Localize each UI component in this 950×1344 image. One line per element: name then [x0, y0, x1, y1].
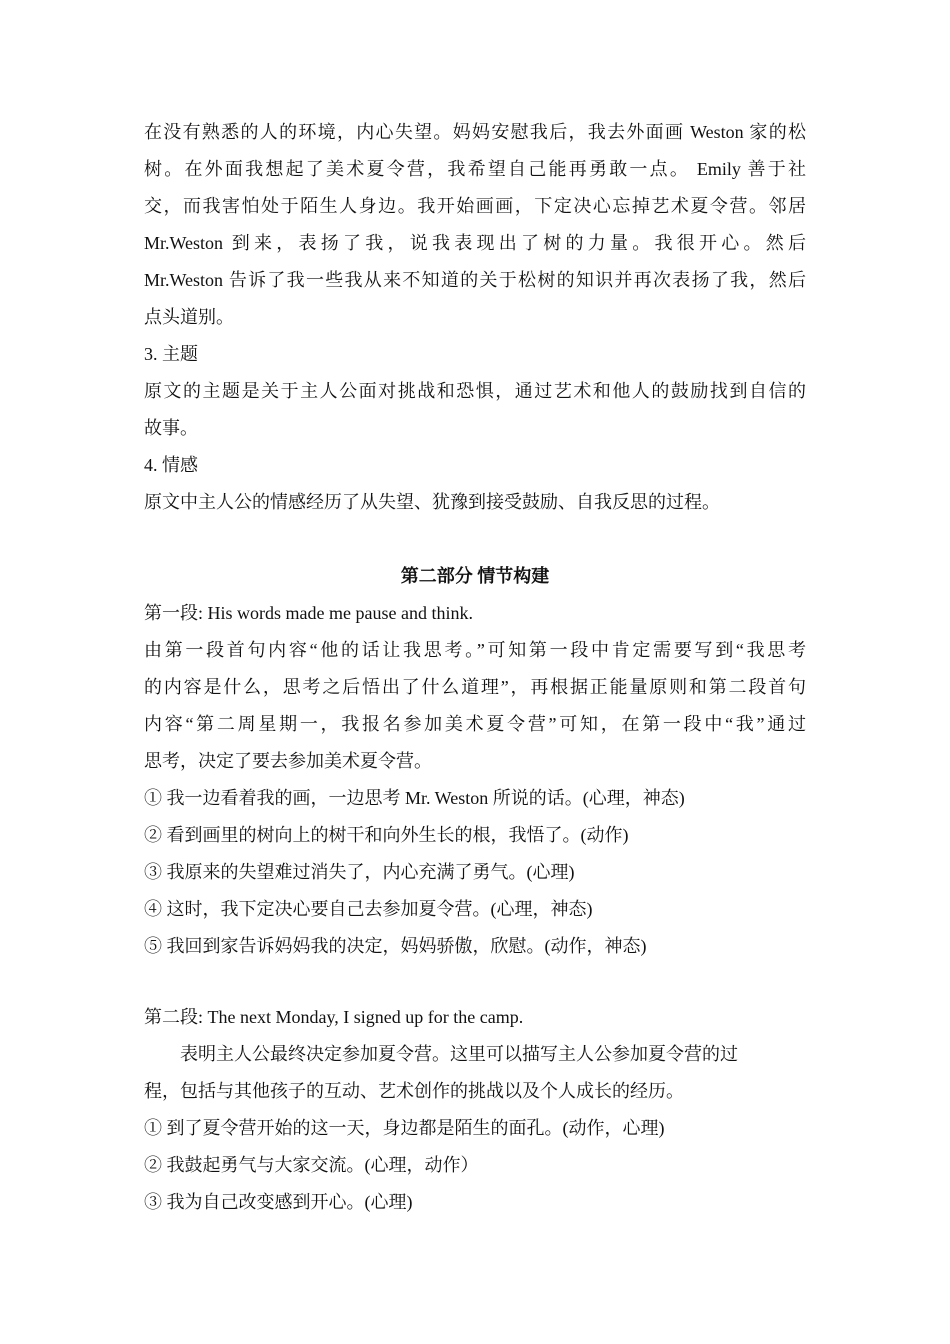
spacer: [144, 521, 806, 558]
summary-line: 交，而我害怕处于陌生人身边。我开始画画，下定决心忘掉艺术夏令营。邻居: [144, 196, 806, 216]
paragraph2-item: ③ 我为自己改变感到开心。(心理): [144, 1192, 413, 1212]
summary-line: 点头道别。: [144, 307, 234, 327]
part2-title: 第二部分 情节构建: [400, 566, 550, 586]
paragraph2-section: [144, 999, 806, 1221]
paragraph1-explain-line: 的内容是什么，思考之后悟出了什么道理”，再根据正能量原则和第二段首句: [144, 677, 806, 697]
paragraph2-item: ① 到了夏令营开始的这一天，身边都是陌生的面孔。(动作，心理): [144, 1118, 665, 1138]
paragraph1-explain-line: 内容“第二周星期一，我报名参加美术夏令营”可知，在第一段中“我”通过: [144, 714, 806, 734]
paragraph1-item: ① 我一边看着我的画，一边思考 Mr. Weston 所说的话。(心理，神态): [144, 788, 685, 808]
paragraph1-item: ④ 这时，我下定决心要自己去参加夏令营。(心理，神态): [144, 899, 593, 919]
paragraph1-item: ② 看到画里的树向上的树干和向外生长的根，我悟了。(动作): [144, 825, 629, 845]
theme-line: 原文的主题是关于主人公面对挑战和恐惧，通过艺术和他人的鼓励找到自信的: [144, 381, 806, 401]
paragraph2-explain-line: 表明主人公最终决定参加夏令营。这里可以描写主人公参加夏令营的过: [180, 1044, 738, 1064]
emotion-text: 原文中主人公的情感经历了从失望、犹豫到接受鼓励、自我反思的过程。: [144, 492, 720, 512]
paragraph2-heading: 第二段: The next Monday, I signed up for the camp.: [144, 1007, 524, 1027]
paragraph1-item: ⑤ 我回到家告诉妈妈我的决定，妈妈骄傲，欣慰。(动作，神态): [144, 936, 647, 956]
emotion-heading: 4. 情感: [144, 455, 198, 475]
summary-line: 在没有熟悉的人的环境，内心失望。妈妈安慰我后，我去外面画 Weston 家的松: [144, 122, 806, 142]
paragraph1-heading: 第一段: His words made me pause and think.: [144, 603, 473, 623]
theme-line: 故事。: [144, 418, 198, 438]
summary-line: Mr.Weston 到来，表扬了我，说我表现出了树的力量。我很开心。然后: [144, 233, 806, 253]
spacer: [144, 965, 806, 999]
emotion-section: [144, 447, 806, 521]
summary-line: Mr.Weston 告诉了我一些我从来不知道的关于松树的知识并再次表扬了我，然后: [144, 270, 806, 290]
summary-line: 树。在外面我想起了美术夏令营，我希望自己能再勇敢一点。 Emily 善于社: [144, 159, 806, 179]
theme-heading: 3. 主题: [144, 344, 198, 364]
document-page: [144, 114, 806, 1221]
paragraph1-explain-line: 思考，决定了要去参加美术夏令营。: [144, 751, 432, 771]
theme-section: [144, 336, 806, 447]
summary-section: [144, 114, 806, 336]
paragraph2-item: ② 我鼓起勇气与大家交流。(心理，动作）: [144, 1155, 479, 1175]
paragraph1-section: [144, 595, 806, 965]
paragraph2-explain-line: 程，包括与其他孩子的互动、艺术创作的挑战以及个人成长的经历。: [144, 1081, 684, 1101]
paragraph1-explain-line: 由第一段首句内容“他的话让我思考。”可知第一段中肯定需要写到“我思考: [144, 640, 806, 660]
paragraph1-item: ③ 我原来的失望难过消失了，内心充满了勇气。(心理): [144, 862, 575, 882]
